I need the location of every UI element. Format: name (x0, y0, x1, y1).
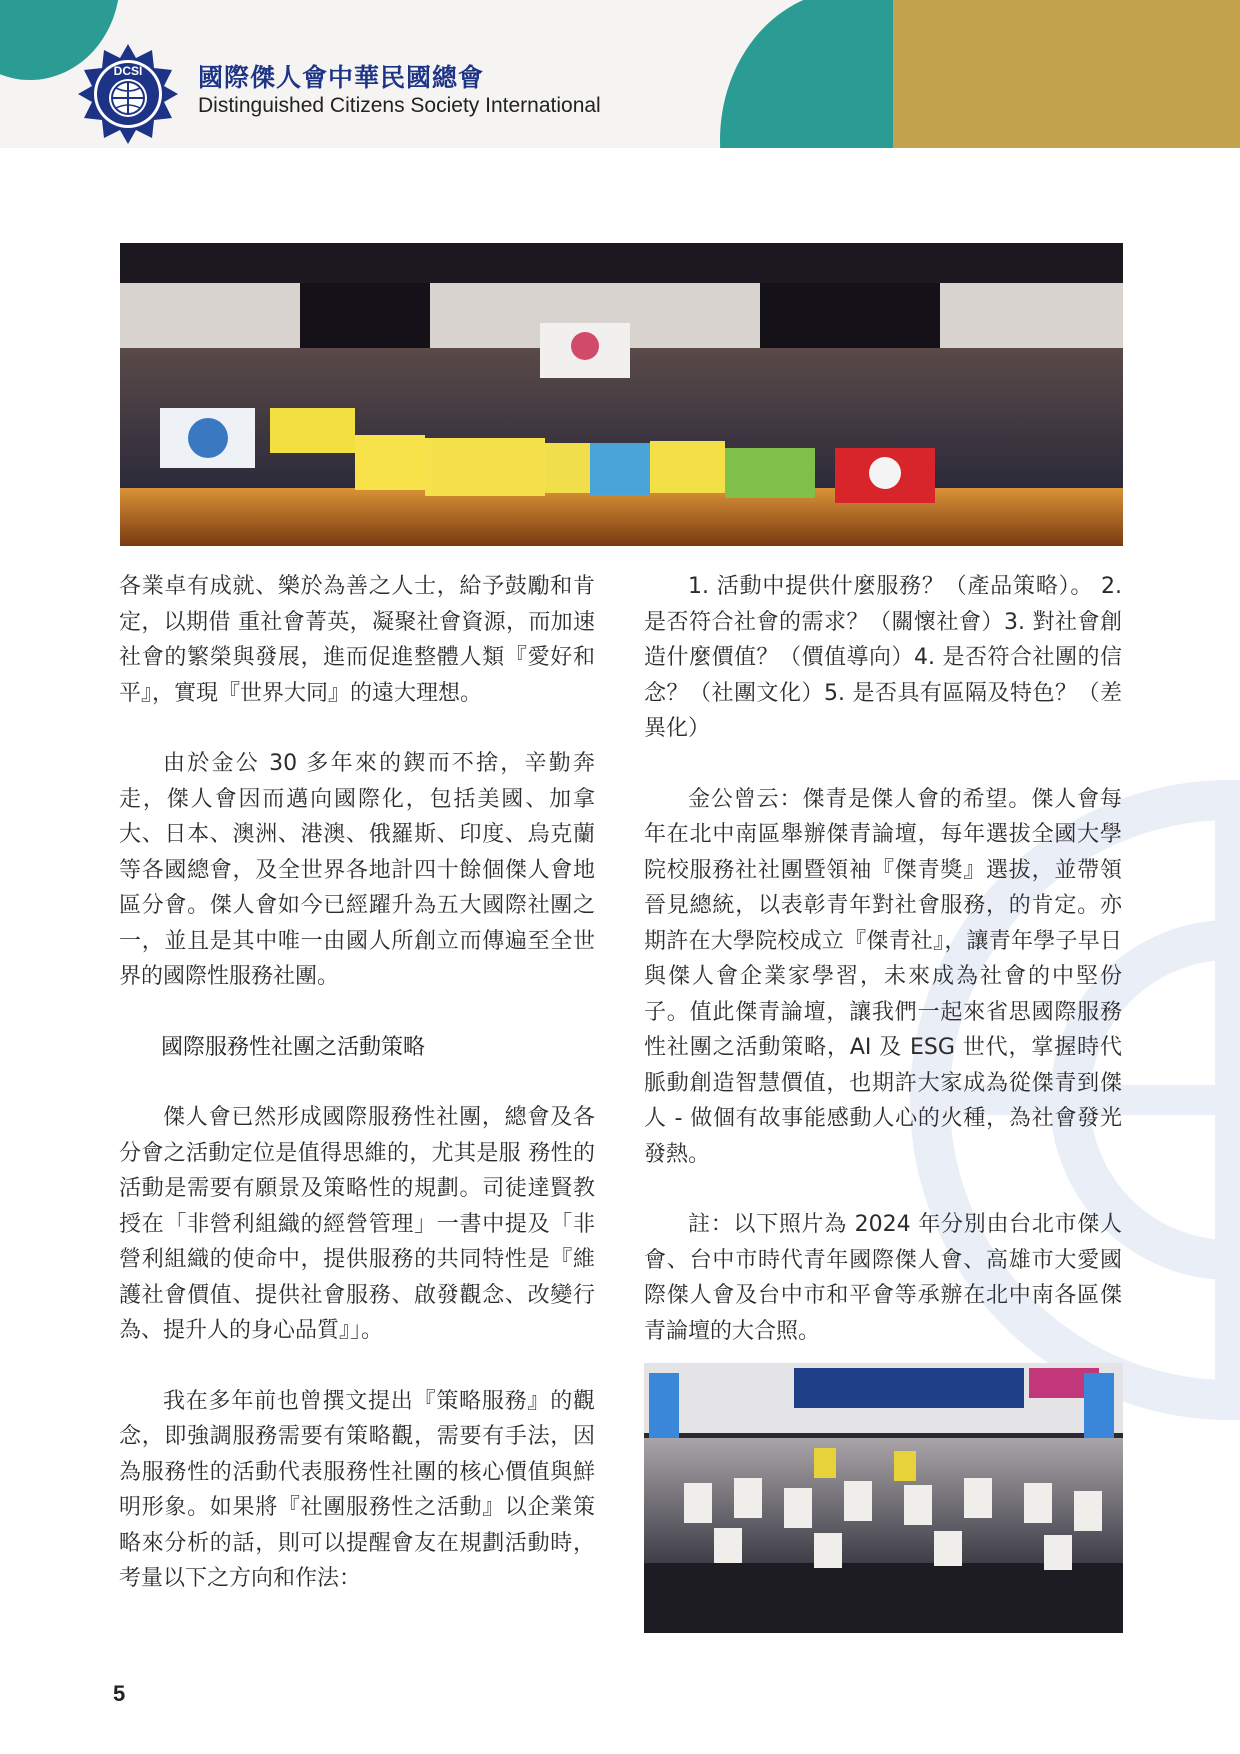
right-text-column (644, 569, 1122, 1349)
section-heading: 國際服務性社團之活動策略 (161, 1034, 426, 1060)
left-paragraph-3: 傑人會已然形成國際服務性社團，總會及各分會之活動定位是值得思維的，尤其是服 務性的活動是需要有願景及策略性的規劃。司徒達賢教授在「非營利組織的經營管理」一書中提及「非營利組織的使命中，提供服務的共同特性是『維護社會價值、提供社會服務、啟發觀念、改變行為、提升人的身心品質』」。 (119, 1105, 595, 1343)
org-name-english: Distinguished Citizens Society International (198, 94, 601, 117)
page-number: 5 (113, 1681, 126, 1706)
header-gold-block (893, 0, 1240, 148)
left-paragraph-1: 各業卓有成就、樂於為善之人士，給予鼓勵和肯定，以期借 重社會菁英，凝聚社會資源，而加速社會的繁榮與發展，進而促進整體人類『愛好和平』，實現『世界大同』的遠大理想。 (119, 574, 595, 706)
left-paragraph-2: 由於金公 30 多年來的鍥而不捨，辛勤奔走，傑人會因而邁向國際化，包括美國、加拿大、日本、澳洲、港澳、俄羅斯、印度、烏克蘭等各國總會，及全世界各地計四十餘個傑人會地區分會。傑人會如今已經躍升為五大國際社團之一，並且是其中唯一由國人所創立而傳遍至全世界的國際性服務社團。 (119, 751, 595, 989)
left-paragraph-4: 我在多年前也曾撰文提出『策略服務』的觀念，即強調服務需要有策略觀，需要有手法，因為服務性的活動代表服務性社團的核心價值與鮮明形象。如果將『社團服務性之活動』以企業策略來分析的話，則可以提醒會友在規劃活動時，考量以下之方向和作法： (119, 1388, 595, 1591)
dcsi-logo (76, 42, 180, 146)
right-paragraph-2: 金公曾云：傑青是傑人會的希望。傑人會每年在北中南區舉辦傑青論壇，每年選拔全國大學院校服務社社團暨領袖『傑青獎』選拔，並帶領晉見總統，以表彰青年對社會服務，的肯定。亦期許在大學院校成立『傑青社』，讓青年學子早日與傑人會企業家學習，未來成為社會的中堅份子。值此傑青論壇，讓我們一起來省思國際服務性社團之活動策略，AI 及 ESG 世代，掌握時代脈動創造智慧價值，也期許大家成為從傑青到傑人 - 做個有故事能感動人心的火種，為社會發光發熱。 (644, 786, 1122, 1167)
right-paragraph-3: 註：以下照片為 2024 年分別由台北市傑人會、台中市時代青年國際傑人會、高雄市大愛國際傑人會及台中市和平會等承辦在北中南各區傑青論壇的大合照。 (644, 1212, 1122, 1344)
page-header (0, 0, 1240, 148)
group-photo-auditorium (644, 1363, 1123, 1633)
right-paragraph-1: 1. 活動中提供什麼服務？（產品策略）。 2. 是否符合社會的需求？（關懷社會）3. 對社會創造什麼價值？（價值導向）4. 是否符合社團的信念？（社團文化）5. 是否具有區隔及特色？（差異化） (644, 574, 1122, 741)
org-name-chinese: 國際傑人會中華民國總會 (198, 63, 485, 92)
logo-text: DCSI (113, 64, 143, 78)
left-text-column (119, 569, 595, 1597)
group-photo-forum-stage (120, 243, 1123, 546)
